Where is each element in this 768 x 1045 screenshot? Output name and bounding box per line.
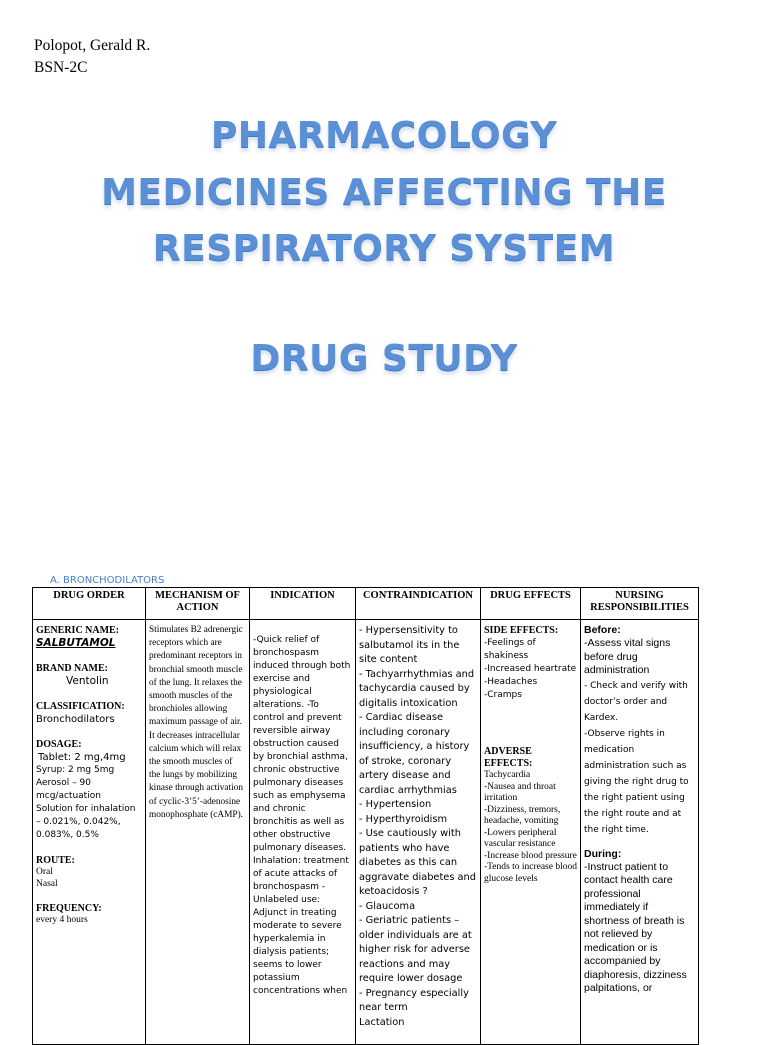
generic-name-value: SALBUTAMOL <box>36 637 116 649</box>
cell-contraindication <box>356 620 481 1045</box>
cell-drug-order <box>33 620 146 1045</box>
during-text: -Instruct patient to contact health care professional immediately if shortness of breath is not relieved by medication or is accompanied by diaphoresis, dizziness palpitations, or <box>584 860 687 994</box>
side-effect-item: -Increased heartrate <box>484 664 577 674</box>
contraindication-item: - Hypertension <box>359 799 432 810</box>
adverse-effects-label: ADVERSE EFFECTS: <box>484 746 533 769</box>
during-label: During: <box>584 847 622 860</box>
side-effects-label: SIDE EFFECTS: <box>484 625 559 636</box>
cell-nursing <box>581 620 699 1045</box>
author-section: BSN-2C <box>34 59 88 76</box>
contraindication-item: - Hyperthyroidism <box>359 813 448 825</box>
section-label-bronchodilators: A. BRONCHODILATORS <box>50 575 165 586</box>
indication-text: -Quick relief of bronchospasm induced through both exercise and physiological alterations. -To control and prevent reversible airway obstruction caused by bronchial asthma, chronic obstructive pulmonary diseases such as emphysema and chronic bronchitis as well as other obstructive pulmonary diseases. Inhalation: treatment of acute attacks of bronchospasm -Unlabeled use: Adjunct in treating moderate to severe hyperkalemia in dialysis patients; seems to lower potassium concentrations when <box>253 635 351 996</box>
adverse-effect-item: -Lowers peripheral vascular resistance <box>484 827 557 849</box>
route-label: ROUTE: <box>36 855 75 866</box>
before-item: -Observe rights in medication administration such as giving the right drug to the right patient using the right route and at the right time. <box>584 728 689 835</box>
classification-value: Bronchodilators <box>36 714 115 725</box>
cell-mechanism <box>146 620 250 1045</box>
contraindication-item: - Cardiac disease including coronary insufficiency, a history of stroke, coronary artery disease and cardiac arrhythmias <box>359 712 470 796</box>
before-item: - Check and verify with doctor’s order and Kardex. <box>584 680 688 723</box>
contraindication-item: Lactation <box>359 1016 405 1028</box>
side-effect-item: -Feelings of shakiness <box>484 638 536 661</box>
before-intro: -Assess vital signs before drug administration <box>584 637 671 676</box>
dosage-line: Tablet: 2 mg,4mg <box>38 752 126 763</box>
title-drug-study: DRUG STUDY <box>250 338 518 379</box>
brand-name-label: BRAND NAME: <box>36 663 108 674</box>
adverse-effect-item: Tachycardia <box>484 770 531 780</box>
adverse-effect-item: -Dizziness, tremors, headache, vomiting <box>484 804 561 826</box>
mechanism-text: Stimulates B2 adrenergic receptors which are predominant receptors in bronchial smooth muscle of the lung. It relaxes the smooth muscles of the bronchioles allowing maximum passage of air. It decreases intracellular calcium which will relax the smooth muscles of the lungs by mobilizing kinase through activation of cyclic-3’5’-adenosine monophosphate (cAMP). <box>149 625 243 820</box>
author-name: Polopot, Gerald R. <box>34 37 151 54</box>
contraindication-item: - Use cautiously with patients who have diabetes as this can aggravate diabetes and ketoacidosis ? <box>359 828 476 897</box>
side-effect-item: -Cramps <box>484 690 522 700</box>
adverse-effect-item: -Nausea and throat irritation <box>484 781 556 803</box>
cell-drug-effects <box>481 620 581 1045</box>
header-indication: INDICATION <box>250 588 356 620</box>
generic-name-label: GENERIC NAME: <box>36 625 120 636</box>
contraindication-item: - Hypersensitivity to salbutamol its in the site content <box>359 625 460 665</box>
dosage-line: Solution for inhalation – 0.021%, 0.042%, 0.083%, 0.5% <box>36 804 136 840</box>
contraindication-item: - Geriatric patients – older individuals are at higher risk for adverse reactions and may require lower dosage <box>359 915 472 984</box>
brand-name-value: Ventolin <box>66 675 109 687</box>
header-drug-order: DRUG ORDER <box>33 588 146 620</box>
title-respiratory: RESPIRATORY SYSTEM <box>152 228 616 269</box>
adverse-effect-item: -Tends to increase blood glucose levels <box>484 862 577 884</box>
table-header-row <box>33 588 699 620</box>
contraindication-item: - Pregnancy especially near term <box>359 987 469 1013</box>
frequency-value: every 4 hours <box>36 915 88 925</box>
table-row <box>33 620 699 1045</box>
header-drug-effects: DRUG EFFECTS <box>481 588 581 620</box>
route-line: Nasal <box>36 878 58 889</box>
title-medicines: MEDICINES AFFECTING THE <box>101 172 667 213</box>
header-contraindication: CONTRAINDICATION <box>356 588 481 620</box>
contraindication-item: - Glaucoma <box>359 900 416 912</box>
header-nursing: NURSING RESPONSIBILITIES <box>581 588 699 620</box>
frequency-label: FREQUENCY: <box>36 903 102 914</box>
dosage-line: Syrup: 2 mg 5mg <box>36 765 115 775</box>
classification-label: CLASSIFICATION: <box>36 701 125 712</box>
dosage-line: Aerosol – 90 mcg/actuation <box>36 778 101 801</box>
author-block <box>34 35 150 79</box>
before-label: Before: <box>584 624 621 636</box>
dosage-label: DOSAGE: <box>36 739 82 750</box>
adverse-effect-item: -Increase blood pressure <box>484 850 577 861</box>
header-mechanism: MECHANISM OF ACTION <box>146 588 250 620</box>
title-pharmacology: PHARMACOLOGY <box>211 115 557 156</box>
cell-indication <box>250 620 356 1045</box>
route-line: Oral <box>36 867 53 877</box>
drug-study-table <box>32 587 699 1045</box>
contraindication-item: - Tachyarrhythmias and tachycardia caused by digitalis intoxication <box>359 668 475 709</box>
side-effect-item: -Headaches <box>484 677 538 687</box>
